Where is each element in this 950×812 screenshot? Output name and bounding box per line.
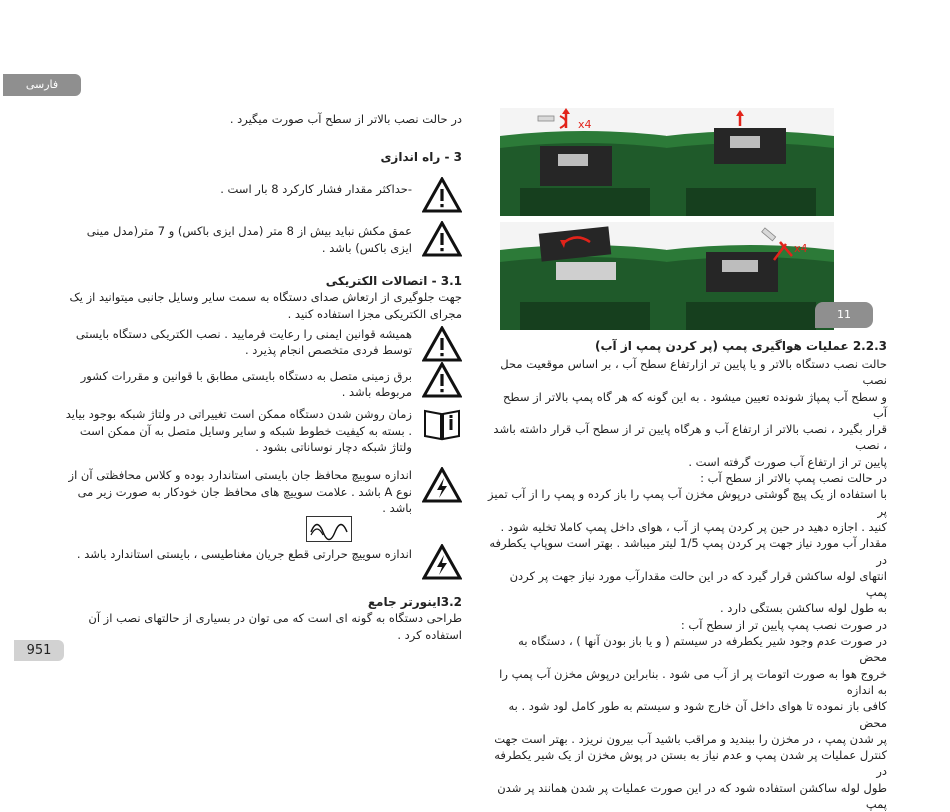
section-3-2-title: 3.2اینورتر جامع [367, 595, 462, 610]
warning-text-4: برق زمینی متصل به دستگاه بایستی مطابق با قوانین و مقررات کشور مربوطه باشد . [80, 368, 412, 400]
warning-text-1: -حداکثر مقدار فشار کارکرد 8 بار است . [220, 182, 412, 197]
body-line: به طول لوله ساکشن بستگی دارد . [719, 601, 887, 616]
pump-figure [500, 108, 875, 330]
info-text: زمان روشن شدن دستگاه ممکن است تغییراتی در ولتاژ شبکه بوجود بیاید . بسته به کیفیت خطوط شبکه و سایر وسایل متصل به آن ممکن است ولتاژ شبکه دچار نوساناتی بشود . [65, 407, 412, 455]
warning-row-4 [62, 362, 462, 401]
body-line: و سطح آب پمپاژ شونده تعیین میشود . به این گونه که هر گاه پمپ بالاتر از سطح آب [502, 389, 887, 420]
body-line: کنترل عملیات پر شدن پمپ و عدم نیاز به بستن در پوش مخزن از یک شیر یکطرفه در [494, 748, 887, 779]
section-2-2-3-body [487, 356, 887, 812]
warning-row-3 [62, 326, 462, 362]
rcd-type-a-symbol-icon [306, 516, 352, 542]
language-tab: فارسی [3, 74, 81, 96]
section-3-1-text: جهت جلوگیری از ارتعاش صدای دستگاه به سمت سایر وسایل جانبی میتوانید از یک مجرای الکتریکی مجزا استفاده کنید . [69, 290, 462, 321]
warning-text-3: همیشه قوانین ایمنی را رعایت فرمایید . نصب الکتریکی دستگاه بایستی توسط فردی متخصص انجام پذیرد . [75, 326, 412, 358]
body-line: طول لوله ساکشن استفاده شود که در این صورت عملیات پر شدن همانند پر شدن پمپ [497, 780, 887, 812]
body-line: خروج هوا به صورت اتومات پر از آب می شود . بنابراین درپوش مخزن آب پمپ را به اندازه [499, 666, 887, 697]
body-line: کنید . اجازه دهید در حین پر کردن پمپ از آب ، هوای داخل پمپ کاملا تخلیه شود . [500, 519, 887, 534]
rcd-symbol-row [62, 516, 462, 542]
figure-panel-top-right [666, 108, 834, 216]
section-3-2-text: طراحی دستگاه به گونه ای است که می توان در بسیاری از حالتهای نصب از آن استفاده کرد . [88, 611, 462, 642]
body-line: پایین تر از ارتفاع آب صورت گرفته است . [688, 454, 887, 469]
x4-label: x4 [794, 242, 808, 255]
body-line: کافی باز نموده تا هوای داخل آن خارج شود و سیستم به طور کامل لود شود . به محض [508, 699, 887, 730]
electric-row-1 [62, 467, 462, 516]
intro-text: در حالت نصب بالاتر از سطح آب صورت میگیرد . [229, 112, 462, 126]
left-column [62, 108, 462, 643]
body-line: قرار بگیرد ، نصب بالاتر از ارتفاع آب و هرگاه پایین تر از سطح آب قرار داشته باشد ، نصب [493, 422, 887, 453]
warning-icon [420, 177, 462, 213]
figure-panel-bottom-right [666, 222, 834, 330]
warning-icon [420, 326, 462, 362]
body-line: پر شدن پمپ ، در مخزن را ببندید و مراقب باشید آب بیرون نریزد . بهتر است جهت [494, 731, 887, 746]
manual-book-icon [420, 406, 462, 442]
body-line: در حالت نصب پمپ بالاتر از سطح آب : [700, 471, 887, 486]
warning-row-1 [62, 177, 462, 213]
figure-panel-top-left [500, 108, 668, 216]
figure-number-tab: 11 [815, 302, 873, 328]
electric-text-1: اندازه سوییچ محافظ جان بایستی استاندارد بوده و کلاس محافظتی آن از نوع A باشد . علامت سوییچ های محافظ جان خودکار به صورت زیر می باشد . [68, 468, 412, 515]
warning-row-2 [62, 221, 462, 257]
right-column [487, 338, 887, 812]
electric-text-2: اندازه سوییچ حرارتی قطع جریان مغناطیسی ، بایستی استاندارد باشد . [76, 547, 412, 562]
figure-panel-bottom-left [500, 222, 668, 330]
page-number: 951 [14, 640, 64, 661]
warning-text-2: عمق مکش نباید بیش از 8 متر (مدل ایزی باکس) و 7 متر(مدل مینی ایزی باکس) باشد . [86, 224, 412, 255]
electric-row-2 [62, 544, 462, 580]
electric-hazard-icon [420, 544, 462, 580]
body-line: با استفاده از یک پیچ گوشتی درپوش مخزن آب پمپ را باز کرده و پمپ را از آب تمیز پر [488, 487, 887, 518]
info-row [62, 406, 462, 455]
section-3-title: 3 - راه اندازی [380, 150, 462, 165]
warning-icon [420, 221, 462, 257]
warning-icon [420, 362, 462, 398]
body-line: حالت نصب دستگاه بالاتر و یا پایین تر ازارتفاع سطح آب ، بر اساس موقعیت محل نصب [500, 357, 887, 388]
section-2-2-3-title: 2.2.3 عملیات هواگیری پمپ (پر کردن پمپ از آب) [595, 339, 887, 353]
body-line: انتهای لوله ساکشن قرار گیرد که در این حالت مقدارآب مورد نیاز جهت پر کردن پمپ [509, 568, 887, 600]
section-3-1-title: 3.1 - اتصالات الکتریکی [325, 274, 462, 289]
body-line: در صورت نصب پمپ پایین تر از سطح آب : [680, 617, 887, 632]
body-line: مقدار آب مورد نیاز جهت پر کردن پمپ 1/5 لیتر میباشد . بهتر است سوپاپ یکطرفه در [489, 536, 887, 567]
body-line: در صورت عدم وجود شیر یکطرفه در سیستم ( و یا باز بودن آنها ) ، دستگاه به محض [518, 634, 887, 665]
x4-label: x4 [578, 118, 592, 131]
electric-hazard-icon [420, 467, 462, 503]
